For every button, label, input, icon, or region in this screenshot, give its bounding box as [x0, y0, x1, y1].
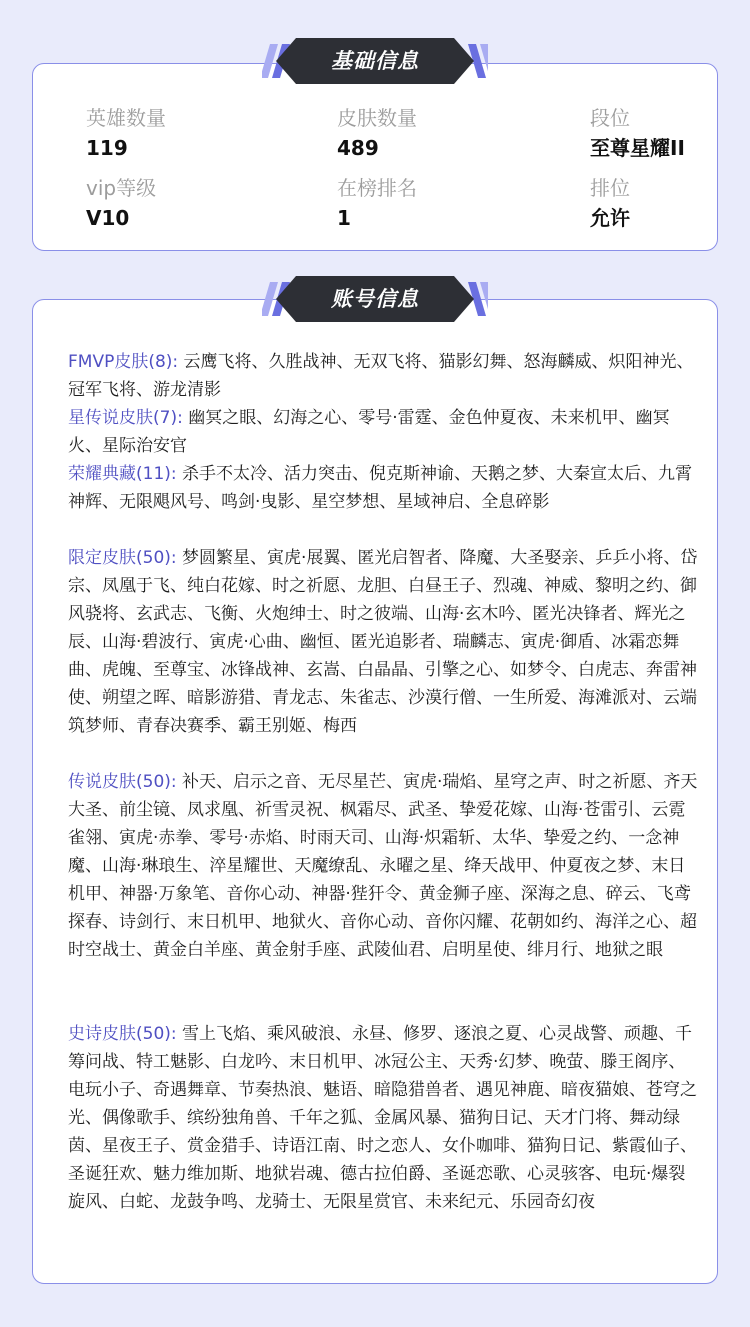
stat-label: 在榜排名: [337, 176, 417, 200]
skin-category-label: 星传说皮肤(7):: [68, 408, 183, 428]
skin-section-fmvp: [68, 348, 698, 404]
stat-leaderboard-rank: [337, 174, 537, 232]
stat-skin-count: [337, 104, 537, 162]
stat-value: 至尊星耀II: [590, 136, 685, 160]
stat-label: 段位: [590, 106, 630, 130]
skin-section-epic: [68, 1020, 698, 1216]
stat-value: 119: [86, 136, 128, 160]
skin-category-label: FMVP皮肤(8):: [68, 352, 179, 372]
stat-label: 排位: [590, 176, 630, 200]
stat-ranked-allowed: [590, 174, 710, 232]
skin-category-label: 荣耀典藏(11):: [68, 464, 177, 484]
skin-category-label: 史诗皮肤(50):: [68, 1024, 177, 1044]
stat-value: V10: [86, 206, 130, 230]
skin-section-legend: [68, 768, 698, 964]
skin-list: 云鹰飞将、久胜战神、无双飞将、猫影幻舞、怒海麟威、炽阳神光、冠军飞将、游龙清影: [68, 352, 694, 400]
stat-value: 489: [337, 136, 379, 160]
stat-value: 允许: [590, 206, 630, 230]
stat-vip-level: [86, 174, 286, 232]
skin-category-label: 传说皮肤(50):: [68, 772, 177, 792]
skin-list: 雪上飞焰、乘风破浪、永昼、修罗、逐浪之夏、心灵战警、顽趣、千筹问战、特工魅影、白龙吟、末日机甲、冰冠公主、天秀·幻梦、晚萤、滕王阁序、电玩小子、奇遇舞章、节奏热浪、魅语、暗隐猎兽者、遇见神鹿、暗夜猫娘、苍穹之光、偶像歌手、缤纷独角兽、千年之狐、金属风暴、猫狗日记、天才门将、舞动绿茵、星夜王子、赏金猎手、诗语江南、时之恋人、女仆咖啡、猫狗日记、紫霞仙子、圣诞狂欢、魅力维加斯、地狱岩魂、德古拉伯爵、圣诞恋歌、心灵骇客、电玩·爆裂旋风、白蛇、龙鼓争鸣、龙骑士、无限星赏官、未来纪元、乐园奇幻夜: [68, 1024, 697, 1212]
skin-list: 幽冥之眼、幻海之心、零号·雷霆、金色仲夏夜、未来机甲、幽冥火、星际治安官: [68, 408, 670, 456]
basic-info-title: 基础信息: [331, 49, 419, 73]
skin-section-star-legend: [68, 404, 698, 460]
skin-list: 补天、启示之音、无尽星芒、寅虎·瑞焰、星穹之声、时之祈愿、齐天大圣、前尘镜、凤求凰、祈雪灵祝、枫霜尽、武圣、挚爱花嫁、山海·苍雷引、云霓雀翎、寅虎·赤拳、零号·赤焰、时雨天司、山海·炽霜斩、太华、挚爱之约、一念神魔、山海·琳琅生、淬星耀世、天魔缭乱、永曜之星、绛天战甲、仲夏夜之梦、末日机甲、神器·万象笔、音你心动、神器·狴犴令、黄金狮子座、深海之息、碎云、飞鸢探春、诗剑行、末日机甲、地狱火、音你心动、音你闪耀、花朝如约、海洋之心、超时空战士、黄金白羊座、黄金射手座、武陵仙君、启明星使、绯月行、地狱之眼: [68, 772, 698, 960]
skin-section-limited: [68, 544, 698, 740]
skin-category-label: 限定皮肤(50):: [68, 548, 177, 568]
account-info-title: 账号信息: [331, 287, 419, 311]
basic-info-banner: [262, 38, 488, 84]
stat-label: vip等级: [86, 176, 157, 200]
stat-value: 1: [337, 206, 351, 230]
stat-rank-tier: [590, 104, 710, 162]
stat-label: 英雄数量: [86, 106, 166, 130]
skin-list: 杀手不太冷、活力突击、倪克斯神谕、天鹅之梦、大秦宣太后、九霄神辉、无限飓风号、鸣剑·曳影、星空梦想、星域神启、全息碎影: [68, 464, 693, 512]
skin-section-glory-collection: [68, 460, 698, 516]
account-info-banner: [262, 276, 488, 322]
skin-list: 梦圆繁星、寅虎·展翼、匿光启智者、降魔、大圣娶亲、乒乒小将、岱宗、凤凰于飞、纯白花嫁、时之祈愿、龙胆、白昼王子、烈魂、神威、黎明之约、御风骁将、玄武志、飞衡、火炮绅士、时之彼端、山海·玄木吟、匿光决锋者、辉光之辰、山海·碧波行、寅虎·心曲、幽恒、匿光追影者、瑞麟志、寅虎·御盾、冰霜恋舞曲、虎魄、至尊宝、冰锋战神、玄嵩、白晶晶、引擎之心、如梦令、白虎志、奔雷神使、朔望之晖、暗影游猎、青龙志、朱雀志、沙漠行僧、一生所爱、海滩派对、云端筑梦师、青春决赛季、霸王别姬、梅西: [68, 548, 698, 736]
stat-hero-count: [86, 104, 286, 162]
stat-label: 皮肤数量: [337, 106, 417, 130]
